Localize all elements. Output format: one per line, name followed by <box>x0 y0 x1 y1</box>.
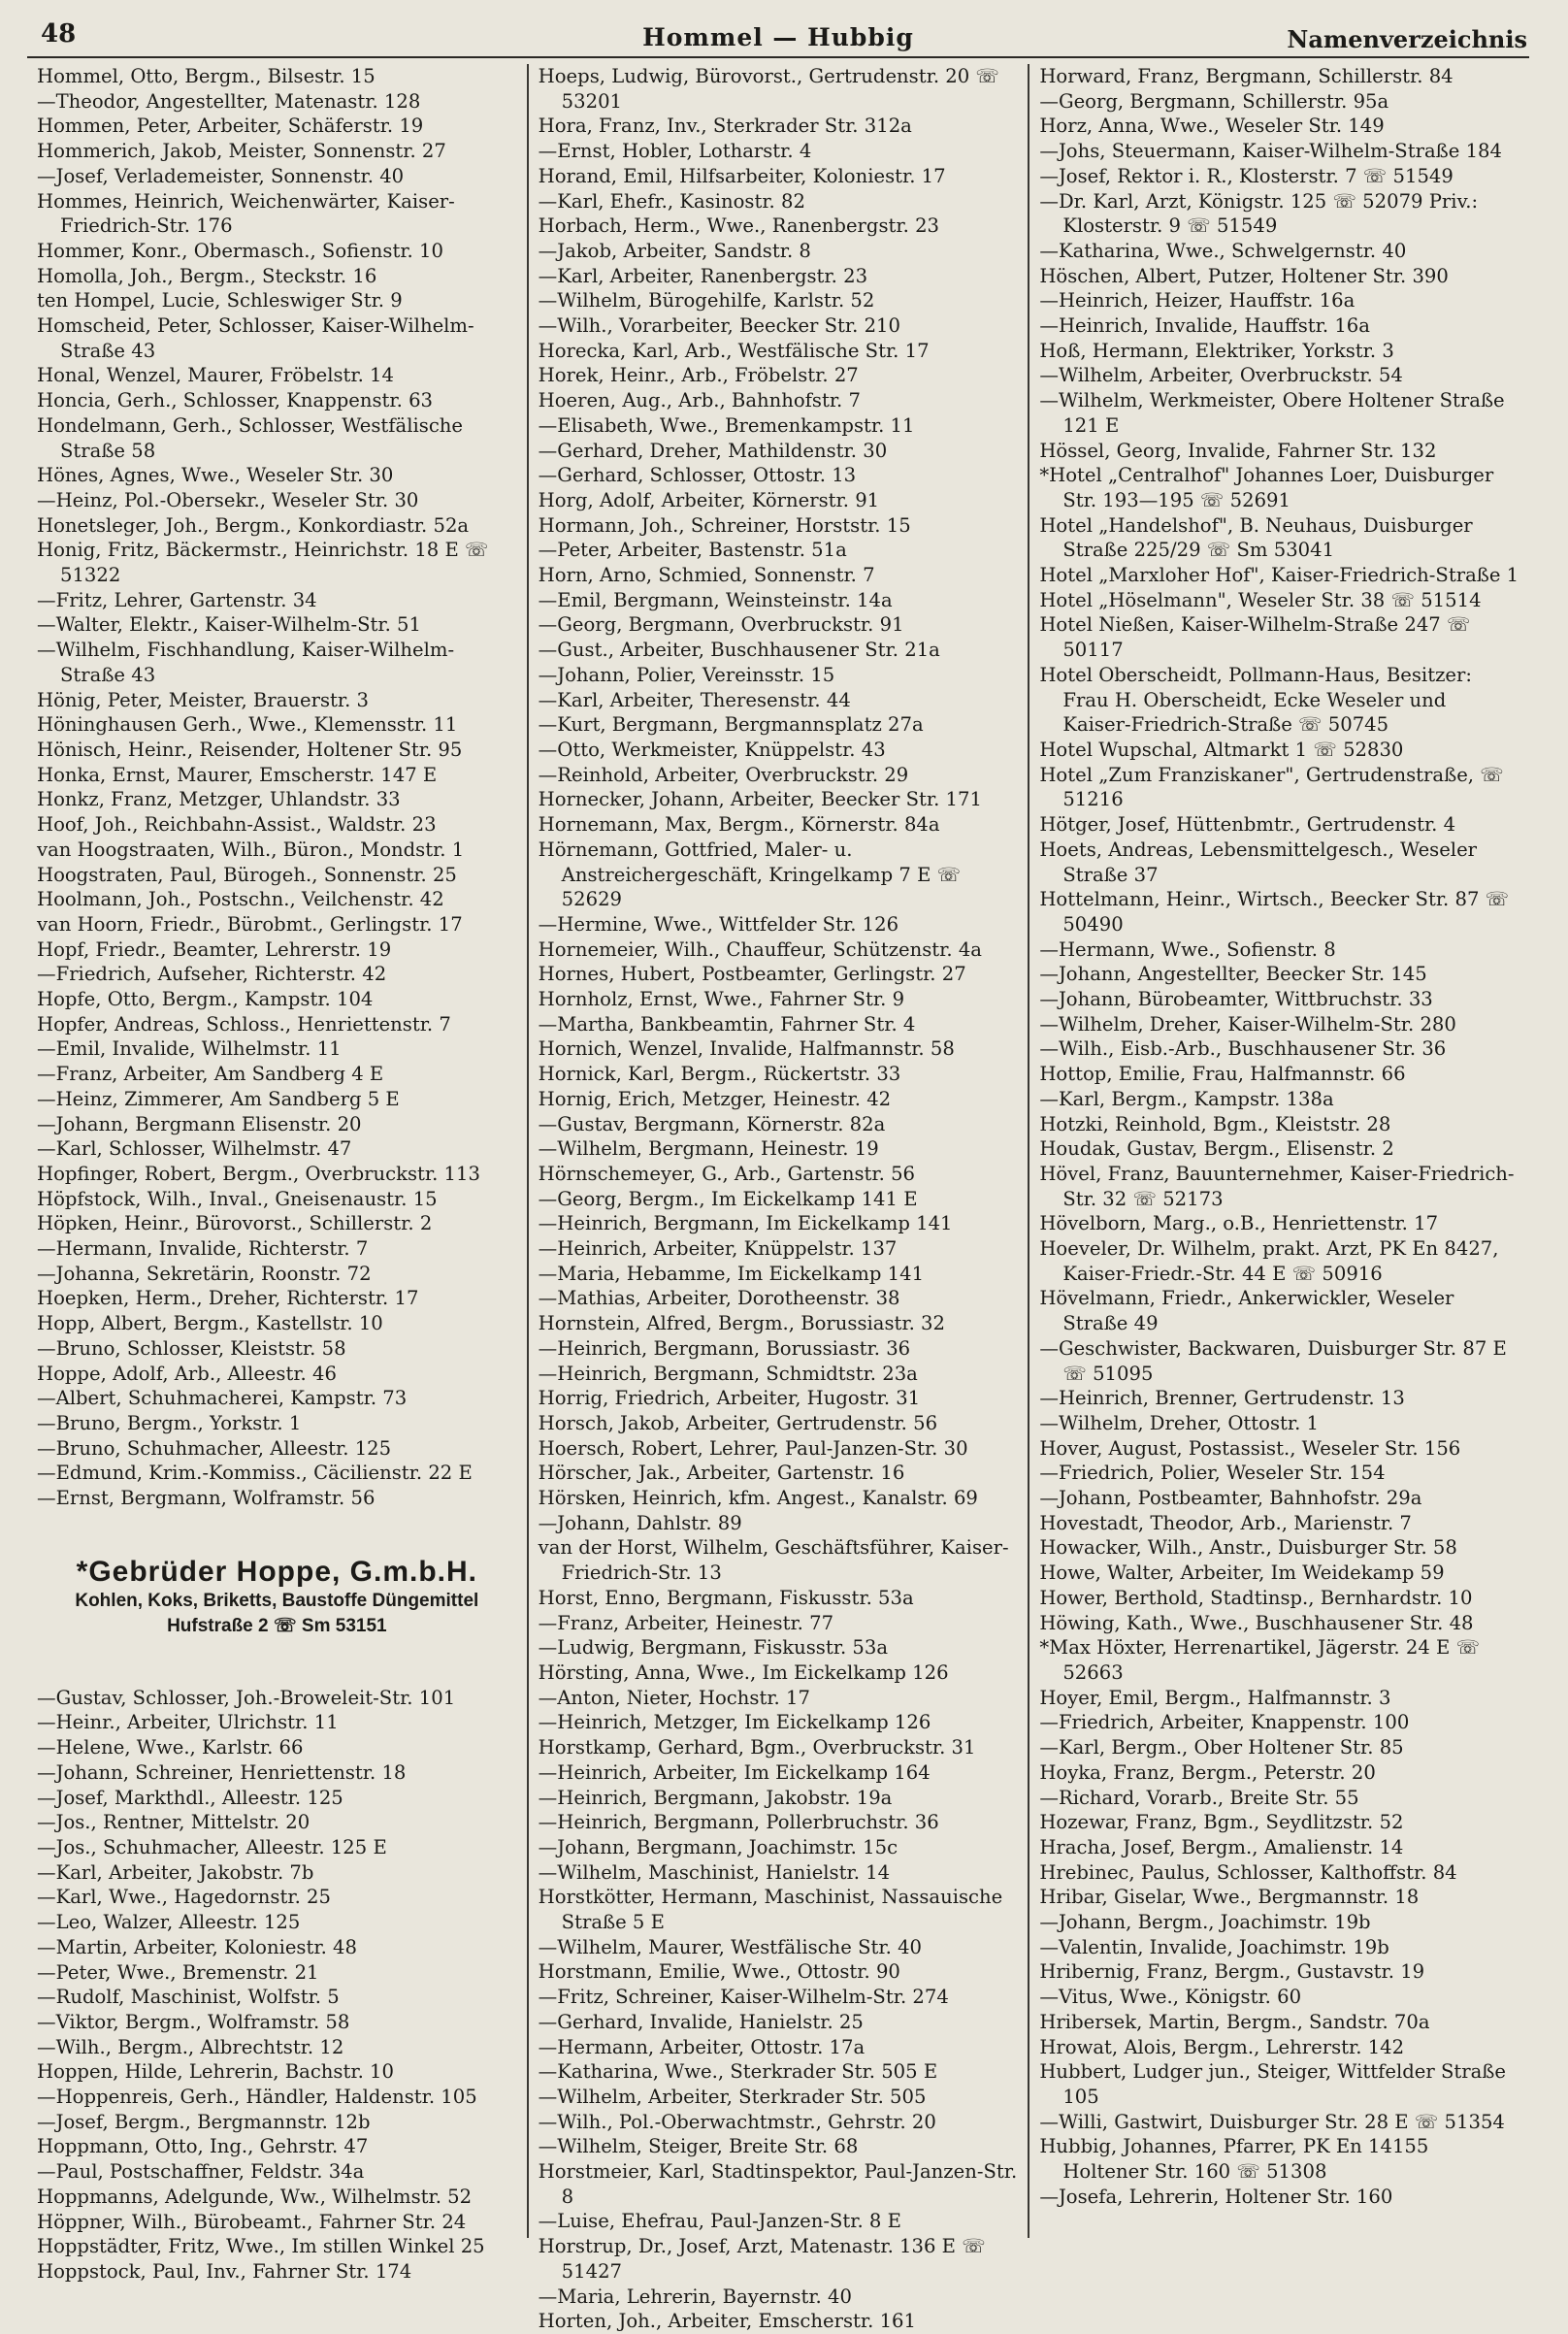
directory-entry: Hotel Oberscheidt, Pollmann-Haus, Besitzer: Frau H. Oberscheidt, Ecke Weseler und Kaiser-Friedrich-Straße ☏ 50745 <box>1039 663 1472 737</box>
directory-entry: —Gust., Arbeiter, Buschhausener Str. 21a <box>538 639 940 662</box>
directory-entry: Hoeren, Aug., Arb., Bahnhofstr. 7 <box>538 389 861 412</box>
directory-entry: Hornemann, Max, Bergm., Körnerstr. 84a <box>538 813 940 837</box>
directory-entry: —Ernst, Hobler, Lotharstr. 4 <box>538 140 812 163</box>
directory-entry: —Josef, Bergm., Bergmannstr. 12b <box>37 2110 371 2133</box>
directory-entry: —Wilh., Bergm., Albrechtstr. 12 <box>37 2035 344 2058</box>
directory-entry: Hrowat, Alois, Bergm., Lehrerstr. 142 <box>1039 2035 1405 2058</box>
directory-columns <box>27 64 1529 2333</box>
directory-entry: Hönes, Agnes, Wwe., Weseler Str. 30 <box>37 464 394 487</box>
directory-entry: —Viktor, Bergm., Wolframstr. 58 <box>37 2010 350 2033</box>
directory-entry: Hoolmann, Joh., Postschn., Veilchenstr. 42 <box>37 888 444 911</box>
directory-entry: Horstkamp, Gerhard, Bgm., Overbruckstr. 31 <box>538 1736 976 1759</box>
directory-entry: —Katharina, Wwe., Sterkrader Str. 505 E <box>538 2060 938 2084</box>
entry-list-middle <box>539 64 1019 2334</box>
directory-entry: Hornecker, Johann, Arbeiter, Beecker Str. 171 <box>538 788 982 811</box>
directory-entry: —Heinz, Zimmerer, Am Sandberg 5 E <box>37 1087 400 1110</box>
directory-entry: Hottop, Emilie, Frau, Halfmannstr. 66 <box>1039 1063 1406 1086</box>
directory-entry: —Jos., Rentner, Mittelstr. 20 <box>37 1811 310 1834</box>
directory-entry: —Willi, Gastwirt, Duisburger Str. 28 E ☏ 51354 <box>1039 2110 1505 2133</box>
directory-entry: —Ludwig, Bergmann, Fiskusstr. 53a <box>538 1636 889 1660</box>
directory-entry: Hövelmann, Friedr., Ankerwickler, Weseler Straße 49 <box>1039 1287 1454 1335</box>
directory-entry: —Heinrich, Bergmann, Im Eickelkamp 141 <box>538 1212 953 1235</box>
directory-entry: Hotel „Handelshof", B. Neuhaus, Duisburger Straße 225/29 ☏ Sm 53041 <box>1039 513 1473 562</box>
directory-entry: Horten, Joh., Arbeiter, Emscherstr. 161 <box>538 2310 916 2333</box>
directory-entry: —Anton, Nieter, Hochstr. 17 <box>538 1686 810 1709</box>
advertisement-gebrueder-hoppe <box>43 1556 511 1639</box>
page-number: 48 <box>41 19 77 49</box>
column-middle <box>527 64 1029 2333</box>
directory-entry: Hommerich, Jakob, Meister, Sonnenstr. 27 <box>37 140 446 163</box>
directory-entry: Höpken, Heinr., Bürovorst., Schillerstr. 2 <box>37 1212 433 1235</box>
section-label: Namenverzeichnis <box>1287 25 1527 53</box>
directory-entry: —Hermann, Wwe., Sofienstr. 8 <box>1039 937 1336 961</box>
directory-entry: —Heinrich, Bergmann, Borussiastr. 36 <box>538 1336 911 1360</box>
directory-entry: Hössel, Georg, Invalide, Fahrner Str. 132 <box>1039 439 1437 462</box>
directory-entry: Hoogstraten, Paul, Bürogeh., Sonnenstr. 25 <box>37 863 457 886</box>
directory-entry: —Josefa, Lehrerin, Holtener Str. 160 <box>1039 2185 1393 2208</box>
directory-entry: Hondelmann, Gerh., Schlosser, Westfälische Straße 58 <box>37 413 464 462</box>
directory-entry: —Friedrich, Arbeiter, Knappenstr. 100 <box>1039 1711 1410 1734</box>
directory-entry: —Friedrich, Polier, Weseler Str. 154 <box>1039 1462 1386 1485</box>
directory-entry: —Fritz, Lehrer, Gartenstr. 34 <box>37 588 317 611</box>
directory-entry: —Heinrich, Bergmann, Jakobstr. 19a <box>538 1786 893 1809</box>
directory-entry: Hribersek, Martin, Bergm., Sandstr. 70a <box>1039 2010 1430 2033</box>
directory-entry: —Wilhelm, Fischhandlung, Kaiser-Wilhelm-Straße 43 <box>37 639 455 686</box>
directory-entry: *Max Höxter, Herrenartikel, Jägerstr. 24 E ☏ 52663 <box>1039 1636 1481 1684</box>
directory-entry: —Rudolf, Maschinist, Wolfstr. 5 <box>37 1986 340 2009</box>
ad-address-line: Hufstraße 2 ☏ Sm 53151 <box>167 1615 387 1636</box>
directory-entry: —Heinrich, Arbeiter, Im Eickelkamp 164 <box>538 1760 931 1784</box>
directory-entry: —Otto, Werkmeister, Knüppelstr. 43 <box>538 738 886 761</box>
directory-entry: —Wilh., Pol.-Oberwachtmstr., Gehrstr. 20 <box>538 2110 936 2133</box>
directory-entry: —Peter, Wwe., Bremenstr. 21 <box>37 1960 319 1984</box>
directory-entry: Hotel Wupschal, Altmarkt 1 ☏ 52830 <box>1039 738 1404 761</box>
directory-entry: Hover, August, Postassist., Weseler Str. 156 <box>1039 1436 1461 1460</box>
directory-entry: Horn, Arno, Schmied, Sonnenstr. 7 <box>538 564 875 587</box>
directory-entry: —Reinhold, Arbeiter, Overbruckstr. 29 <box>538 763 909 786</box>
directory-entry: Hovestadt, Theodor, Arb., Marienstr. 7 <box>1039 1511 1412 1534</box>
directory-entry: —Heinr., Arbeiter, Ulrichstr. 11 <box>37 1711 339 1734</box>
directory-entry: Hörnschemeyer, G., Arb., Gartenstr. 56 <box>538 1162 915 1185</box>
directory-entry: —Kurt, Bergmann, Bergmannsplatz 27a <box>538 713 924 737</box>
directory-entry: Hoepken, Herm., Dreher, Richterstr. 17 <box>37 1287 419 1310</box>
directory-entry: Hopfe, Otto, Bergm., Kampstr. 104 <box>37 988 374 1011</box>
directory-entry: —Heinrich, Bergmann, Pollerbruchstr. 36 <box>538 1811 939 1834</box>
directory-entry: Hoppmanns, Adelgunde, Ww., Wilhelmstr. 52 <box>37 2185 473 2208</box>
directory-entry: Höwing, Kath., Wwe., Buschhausener Str. 48 <box>1039 1611 1474 1634</box>
directory-entry: Hopp, Albert, Bergm., Kastellstr. 10 <box>37 1312 383 1335</box>
directory-entry: Hora, Franz, Inv., Sterkrader Str. 312a <box>538 115 912 138</box>
directory-entry: —Heinrich, Heizer, Hauffstr. 16a <box>1039 289 1356 312</box>
directory-entry: —Katharina, Wwe., Schwelgernstr. 40 <box>1039 239 1407 262</box>
directory-entry: —Karl, Wwe., Hagedornstr. 25 <box>37 1886 331 1909</box>
directory-entry: Hribernig, Franz, Bergm., Gustavstr. 19 <box>1039 1960 1425 1984</box>
directory-entry: Hötger, Josef, Hüttenbmtr., Gertrudenstr. 4 <box>1039 813 1456 837</box>
directory-entry: —Mathias, Arbeiter, Dorotheenstr. 38 <box>538 1287 900 1310</box>
directory-entry: Horstmeier, Karl, Stadtinspektor, Paul-Janzen-Str. 8 <box>538 2160 1018 2208</box>
directory-entry: —Wilh., Vorarbeiter, Beecker Str. 210 <box>538 314 900 338</box>
directory-entry: —Johann, Dahlstr. 89 <box>538 1511 742 1534</box>
directory-entry: —Theodor, Angestellter, Matenastr. 128 <box>37 89 421 113</box>
directory-entry: —Wilhelm, Dreher, Ottostr. 1 <box>1039 1411 1320 1434</box>
directory-entry: van der Horst, Wilhelm, Geschäftsführer, Kaiser-Friedrich-Str. 13 <box>538 1536 1009 1585</box>
directory-entry: Howacker, Wilh., Anstr., Duisburger Str. 58 <box>1039 1536 1457 1560</box>
directory-entry: Hönig, Peter, Meister, Brauerstr. 3 <box>37 688 370 711</box>
directory-entry: —Richard, Vorarb., Breite Str. 55 <box>1039 1786 1359 1809</box>
directory-entry: Hövelborn, Marg., o.B., Henriettenstr. 17 <box>1039 1212 1439 1235</box>
directory-entry: —Karl, Schlosser, Wilhelmstr. 47 <box>37 1137 352 1161</box>
directory-entry: Hoyka, Franz, Bergm., Peterstr. 20 <box>1039 1760 1376 1784</box>
directory-entry: —Jos., Schuhmacher, Alleestr. 125 E <box>37 1836 387 1858</box>
directory-entry: —Johann, Postbeamter, Bahnhofstr. 29a <box>1039 1487 1422 1510</box>
directory-entry: —Geschwister, Backwaren, Duisburger Str. 87 E ☏ 51095 <box>1039 1336 1507 1385</box>
directory-entry: —Wilhelm, Dreher, Kaiser-Wilhelm-Str. 280 <box>1039 1012 1456 1036</box>
directory-entry: —Edmund, Krim.-Kommiss., Cäcilienstr. 22 E <box>37 1462 473 1485</box>
entry-list-left-continued <box>37 1686 517 2285</box>
directory-entry: Hörnemann, Gottfried, Maler- u. Anstreichergeschäft, Kringelkamp 7 E ☏ 52629 <box>538 838 962 911</box>
directory-entry: —Johann, Bergmann, Joachimstr. 15c <box>538 1835 898 1858</box>
directory-entry: —Wilhelm, Bergmann, Heinestr. 19 <box>538 1137 879 1161</box>
directory-entry: —Hermine, Wwe., Wittfelder Str. 126 <box>538 912 899 936</box>
directory-entry: Honetsleger, Joh., Bergm., Konkordiastr. 52a <box>37 513 470 537</box>
directory-entry: Hornemeier, Wilh., Chauffeur, Schützenstr. 4a <box>538 937 982 961</box>
page-header <box>27 17 1529 58</box>
directory-entry: Hornig, Erich, Metzger, Heinestr. 42 <box>538 1087 892 1110</box>
directory-entry: —Karl, Arbeiter, Jakobstr. 7b <box>37 1860 314 1884</box>
directory-entry: Horstkötter, Hermann, Maschinist, Nassauische Straße 5 E <box>538 1886 1003 1934</box>
directory-entry: —Martin, Arbeiter, Koloniestr. 48 <box>37 1935 357 1958</box>
directory-entry: Hornholz, Ernst, Wwe., Fahrner Str. 9 <box>538 988 905 1011</box>
directory-entry: van Hoogstraaten, Wilh., Büron., Mondstr. 1 <box>37 838 465 861</box>
directory-entry: Hornstein, Alfred, Bergm., Borussiastr. 32 <box>538 1312 945 1335</box>
directory-entry: —Albert, Schuhmacherei, Kampstr. 73 <box>37 1387 408 1410</box>
directory-entry: —Walter, Elektr., Kaiser-Wilhelm-Str. 51 <box>37 613 421 637</box>
directory-entry: Höpfstock, Wilh., Inval., Gneisenaustr. 15 <box>37 1187 438 1210</box>
directory-entry: Hotel „Höselmann", Weseler Str. 38 ☏ 51514 <box>1039 588 1482 611</box>
directory-entry: Höppner, Wilh., Bürobeamt., Fahrner Str. 24 <box>37 2210 467 2233</box>
directory-entry: Hotel Nießen, Kaiser-Wilhelm-Straße 247 ☏ 50117 <box>1039 613 1471 662</box>
directory-entry: —Gustav, Schlosser, Joh.-Broweleit-Str. 101 <box>37 1686 456 1709</box>
directory-entry: Hommer, Konr., Obermasch., Sofienstr. 10 <box>37 239 443 262</box>
directory-entry: —Georg, Bergmann, Overbruckstr. 91 <box>538 613 904 637</box>
directory-entry: Hoeps, Ludwig, Bürovorst., Gertrudenstr. 20 ☏ 53201 <box>538 65 999 113</box>
directory-entry: Hoppen, Hilde, Lehrerin, Bachstr. 10 <box>37 2060 394 2084</box>
directory-entry: —Heinrich, Metzger, Im Eickelkamp 126 <box>538 1711 931 1734</box>
directory-entry: —Wilhelm, Steiger, Breite Str. 68 <box>538 2135 859 2158</box>
directory-entry: Hörsting, Anna, Wwe., Im Eickelkamp 126 <box>538 1661 949 1684</box>
directory-entry: Hracha, Josef, Bergm., Amalienstr. 14 <box>1039 1835 1404 1858</box>
directory-entry: Horbach, Herm., Wwe., Ranenbergstr. 23 <box>538 214 939 238</box>
directory-entry: —Karl, Bergm., Ober Holtener Str. 85 <box>1039 1736 1404 1759</box>
directory-entry: —Johs, Steuermann, Kaiser-Wilhelm-Straße 184 <box>1039 140 1502 163</box>
directory-entry: —Emil, Invalide, Wilhelmstr. 11 <box>37 1037 342 1061</box>
directory-entry: —Leo, Walzer, Alleestr. 125 <box>37 1911 301 1934</box>
directory-entry: Horrig, Friedrich, Arbeiter, Hugostr. 31 <box>538 1387 921 1410</box>
directory-entry: Hrebinec, Paulus, Schlosser, Kalthoffstr. 84 <box>1039 1860 1457 1884</box>
directory-entry: Hoß, Hermann, Elektriker, Yorkstr. 3 <box>1039 339 1394 362</box>
directory-entry: —Bruno, Schuhmacher, Alleestr. 125 <box>37 1436 392 1460</box>
directory-entry: Hotel „Zum Franziskaner", Gertrudenstraße, ☏ 51216 <box>1039 763 1504 811</box>
directory-entry: Hoersch, Robert, Lehrer, Paul-Janzen-Str. 30 <box>538 1436 968 1460</box>
directory-entry: —Hermann, Invalide, Richterstr. 7 <box>37 1237 369 1261</box>
directory-entry: Hövel, Franz, Bauunternehmer, Kaiser-Friedrich-Str. 32 ☏ 52173 <box>1039 1162 1515 1210</box>
directory-entry: —Gustav, Bergmann, Körnerstr. 82a <box>538 1112 886 1135</box>
directory-entry: —Emil, Bergmann, Weinsteinstr. 14a <box>538 588 893 611</box>
directory-entry: Hopfinger, Robert, Bergm., Overbruckstr. 113 <box>37 1162 480 1185</box>
directory-entry: Hoets, Andreas, Lebensmittelgesch., Weseler Straße 37 <box>1039 838 1478 886</box>
directory-entry: —Heinrich, Invalide, Hauffstr. 16a <box>1039 314 1370 338</box>
ad-products-line: Kohlen, Koks, Briketts, Baustoffe Düngemittel <box>75 1590 479 1611</box>
directory-entry: Horand, Emil, Hilfsarbeiter, Koloniestr. 17 <box>538 164 946 187</box>
directory-entry: —Georg, Bergm., Im Eickelkamp 141 E <box>538 1187 918 1210</box>
directory-entry: Höninghausen Gerh., Wwe., Klemensstr. 11 <box>37 713 458 737</box>
directory-entry: —Luise, Ehefrau, Paul-Janzen-Str. 8 E <box>538 2210 901 2233</box>
directory-entry: Horg, Adolf, Arbeiter, Körnerstr. 91 <box>538 488 880 511</box>
directory-entry: —Karl, Ehefr., Kasinostr. 82 <box>538 189 805 213</box>
directory-entry: —Georg, Bergmann, Schillerstr. 95a <box>1039 89 1389 113</box>
directory-entry: Hozewar, Franz, Bgm., Seydlitzstr. 52 <box>1039 1811 1404 1834</box>
directory-entry: —Johann, Bürobeamter, Wittbruchstr. 33 <box>1039 988 1433 1011</box>
directory-entry: —Karl, Bergm., Kampstr. 138a <box>1039 1087 1334 1110</box>
directory-entry: —Gerhard, Dreher, Mathildenstr. 30 <box>538 439 888 462</box>
directory-entry: —Valentin, Invalide, Joachimstr. 19b <box>1039 1935 1389 1958</box>
directory-entry: Hornich, Wenzel, Invalide, Halfmannstr. 58 <box>538 1037 955 1061</box>
directory-entry: Homolla, Joh., Bergm., Steckstr. 16 <box>37 264 377 287</box>
directory-entry: Hubbig, Johannes, Pfarrer, PK En 14155 Holtener Str. 160 ☏ 51308 <box>1039 2135 1429 2184</box>
directory-entry: Hornick, Karl, Bergm., Rückertstr. 33 <box>538 1063 901 1086</box>
directory-entry: —Wilhelm, Maschinist, Hanielstr. 14 <box>538 1860 891 1884</box>
directory-entry: —Vitus, Wwe., Königstr. 60 <box>1039 1986 1302 2009</box>
directory-entry: Hopfer, Andreas, Schloss., Henriettenstr. 7 <box>37 1012 451 1036</box>
directory-entry: —Dr. Karl, Arzt, Königstr. 125 ☏ 52079 Priv.: Klosterstr. 9 ☏ 51549 <box>1039 189 1479 238</box>
directory-entry: Honal, Wenzel, Maurer, Fröbelstr. 14 <box>37 364 394 387</box>
directory-entry: Hoppstädter, Fritz, Wwe., Im stillen Winkel 25 <box>37 2235 485 2258</box>
running-head: Hommel — Hubbig <box>642 23 914 51</box>
directory-entry: Hormann, Joh., Schreiner, Horststr. 15 <box>538 513 911 537</box>
directory-entry: Horecka, Karl, Arb., Westfälische Str. 17 <box>538 339 930 362</box>
directory-entry: Hörsken, Heinrich, kfm. Angest., Kanalstr. 69 <box>538 1487 978 1510</box>
directory-entry: —Maria, Lehrerin, Bayernstr. 40 <box>538 2285 852 2308</box>
directory-entry: —Gerhard, Schlosser, Ottostr. 13 <box>538 464 857 487</box>
directory-entry: Hribar, Giselar, Wwe., Bergmannstr. 18 <box>1039 1886 1420 1909</box>
directory-entry: —Johann, Bergm., Joachimstr. 19b <box>1039 1911 1371 1934</box>
directory-entry: —Jakob, Arbeiter, Sandstr. 8 <box>538 239 811 262</box>
directory-entry: —Johann, Polier, Vereinsstr. 15 <box>538 663 835 686</box>
directory-entry: Honig, Fritz, Bäckermstr., Heinrichstr. 18 E ☏ 51322 <box>37 539 489 587</box>
directory-entry: —Friedrich, Aufseher, Richterstr. 42 <box>37 963 387 986</box>
directory-entry: ten Hompel, Lucie, Schleswiger Str. 9 <box>37 289 403 312</box>
directory-entry: —Ernst, Bergmann, Wolframstr. 56 <box>37 1487 376 1510</box>
directory-entry: —Franz, Arbeiter, Am Sandberg 4 E <box>37 1063 384 1086</box>
directory-entry: Honkz, Franz, Metzger, Uhlandstr. 33 <box>37 788 401 811</box>
directory-entry: Hörscher, Jak., Arbeiter, Gartenstr. 16 <box>538 1462 905 1485</box>
directory-entry: —Wilhelm, Arbeiter, Sterkrader Str. 505 <box>538 2085 927 2108</box>
column-left <box>27 64 527 2283</box>
directory-entry: Höschen, Albert, Putzer, Holtener Str. 390 <box>1039 264 1449 287</box>
directory-entry: van Hoorn, Friedr., Bürobmt., Gerlingstr. 17 <box>37 912 463 936</box>
directory-entry: Hornes, Hubert, Postbeamter, Gerlingstr. 27 <box>538 963 966 986</box>
directory-entry: Hoppstock, Paul, Inv., Fahrner Str. 174 <box>37 2259 412 2283</box>
directory-entry: Hoppmann, Otto, Ing., Gehrstr. 47 <box>37 2135 369 2158</box>
directory-entry: —Johann, Angestellter, Beecker Str. 145 <box>1039 963 1427 986</box>
directory-entry: Hoof, Joh., Reichbahn-Assist., Waldstr. 23 <box>37 813 437 837</box>
directory-entry: Hommen, Peter, Arbeiter, Schäferstr. 19 <box>37 115 424 138</box>
entry-list-left <box>37 64 517 1511</box>
directory-entry: Hoeveler, Dr. Wilhelm, prakt. Arzt, PK En 8427, Kaiser-Friedr.-Str. 44 E ☏ 50916 <box>1039 1237 1499 1285</box>
directory-entry: —Josef, Markthdl., Alleestr. 125 <box>37 1786 343 1809</box>
directory-entry: —Johanna, Sekretärin, Roonstr. 72 <box>37 1262 372 1285</box>
directory-entry: —Paul, Postschaffner, Feldstr. 34a <box>37 2160 365 2184</box>
entry-list-right <box>1039 64 1519 2209</box>
directory-entry: —Peter, Arbeiter, Bastenstr. 51a <box>538 539 847 562</box>
directory-entry: —Wilhelm, Werkmeister, Obere Holtener Straße 121 E <box>1039 389 1505 437</box>
directory-entry: Hopf, Friedr., Beamter, Lehrerstr. 19 <box>37 937 392 961</box>
directory-entry: Horz, Anna, Wwe., Weseler Str. 149 <box>1039 115 1385 138</box>
directory-entry: —Heinrich, Arbeiter, Knüppelstr. 137 <box>538 1237 898 1261</box>
column-right <box>1028 64 1529 2238</box>
directory-entry: —Johann, Bergmann Elisenstr. 20 <box>37 1112 362 1135</box>
directory-entry: Hoppe, Adolf, Arb., Alleestr. 46 <box>37 1362 337 1385</box>
directory-entry: —Elisabeth, Wwe., Bremenkampstr. 11 <box>538 413 915 437</box>
directory-entry: —Wilh., Eisb.-Arb., Buschhausener Str. 36 <box>1039 1037 1447 1061</box>
directory-entry: Hotel „Marxloher Hof", Kaiser-Friedrich-Straße 1 <box>1039 564 1519 587</box>
directory-entry: *Hotel „Centralhof" Johannes Loer, Duisburger Str. 193—195 ☏ 52691 <box>1039 464 1494 511</box>
directory-entry: Hower, Berthold, Stadtinsp., Bernhardstr. 10 <box>1039 1586 1473 1609</box>
directory-entry: Horward, Franz, Bergmann, Schillerstr. 84 <box>1039 65 1454 87</box>
directory-entry: —Josef, Verlademeister, Sonnenstr. 40 <box>37 164 405 187</box>
directory-entry: Hommel, Otto, Bergm., Bilsestr. 15 <box>37 65 376 87</box>
directory-entry: Horsch, Jakob, Arbeiter, Gertrudenstr. 56 <box>538 1411 938 1434</box>
directory-entry: Horek, Heinr., Arb., Fröbelstr. 27 <box>538 364 859 387</box>
directory-entry: —Hoppenreis, Gerh., Händler, Haldenstr. 105 <box>37 2086 477 2109</box>
directory-entry: Hotzki, Reinhold, Bgm., Kleiststr. 28 <box>1039 1112 1391 1135</box>
directory-entry: —Maria, Hebamme, Im Eickelkamp 141 <box>538 1262 925 1285</box>
directory-entry: Howe, Walter, Arbeiter, Im Weidekamp 59 <box>1039 1561 1445 1585</box>
directory-entry: —Bruno, Schlosser, Kleiststr. 58 <box>37 1336 346 1360</box>
directory-entry: Honcia, Gerh., Schlosser, Knappenstr. 63 <box>37 389 434 412</box>
directory-entry: Hoyer, Emil, Bergm., Halfmannstr. 3 <box>1039 1686 1391 1709</box>
directory-entry: Hubbert, Ludger jun., Steiger, Wittfelder Straße 105 <box>1039 2060 1506 2108</box>
directory-entry: Horstrup, Dr., Josef, Arzt, Matenastr. 136 E ☏ 51427 <box>538 2235 986 2283</box>
directory-entry: —Hermann, Arbeiter, Ottostr. 17a <box>538 2035 866 2058</box>
directory-entry: —Heinrich, Brenner, Gertrudenstr. 13 <box>1039 1387 1405 1410</box>
directory-entry: —Bruno, Bergm., Yorkstr. 1 <box>37 1411 302 1434</box>
directory-entry: —Helene, Wwe., Karlstr. 66 <box>37 1736 304 1759</box>
directory-entry: Horstmann, Emilie, Wwe., Ottostr. 90 <box>538 1960 900 1984</box>
directory-entry: —Martha, Bankbeamtin, Fahrner Str. 4 <box>538 1012 916 1036</box>
directory-entry: —Josef, Rektor i. R., Klosterstr. 7 ☏ 51549 <box>1039 164 1454 187</box>
directory-entry: —Heinrich, Bergmann, Schmidtstr. 23a <box>538 1362 918 1385</box>
directory-entry: —Wilhelm, Arbeiter, Overbruckstr. 54 <box>1039 364 1403 387</box>
directory-entry: —Franz, Arbeiter, Heinestr. 77 <box>538 1611 834 1634</box>
directory-entry: —Fritz, Schreiner, Kaiser-Wilhelm-Str. 274 <box>538 1986 949 2009</box>
directory-entry: —Karl, Arbeiter, Theresenstr. 44 <box>538 688 851 711</box>
directory-entry: —Karl, Arbeiter, Ranenbergstr. 23 <box>538 264 868 287</box>
directory-entry: —Heinz, Pol.-Obersekr., Weseler Str. 30 <box>37 488 419 511</box>
directory-entry: —Wilhelm, Maurer, Westfälische Str. 40 <box>538 1935 923 1958</box>
directory-entry: —Wilhelm, Bürogehilfe, Karlstr. 52 <box>538 289 875 312</box>
directory-entry: Houdak, Gustav, Bergm., Elisenstr. 2 <box>1039 1137 1394 1161</box>
directory-entry: Hönisch, Heinr., Reisender, Holtener Str. 95 <box>37 738 463 761</box>
directory-entry: Hommes, Heinrich, Weichenwärter, Kaiser-Friedrich-Str. 176 <box>37 189 455 238</box>
directory-entry: Horst, Enno, Bergmann, Fiskusstr. 53a <box>538 1586 914 1609</box>
directory-entry: Honka, Ernst, Maurer, Emscherstr. 147 E <box>37 763 438 786</box>
directory-entry: —Johann, Schreiner, Henriettenstr. 18 <box>37 1760 407 1784</box>
directory-entry: Homscheid, Peter, Schlosser, Kaiser-Wilhelm-Straße 43 <box>37 314 474 362</box>
ad-company-name: *Gebrüder Hoppe, G.m.b.H. <box>76 1555 478 1588</box>
directory-entry: Hottelmann, Heinr., Wirtsch., Beecker Str. 87 ☏ 50490 <box>1039 888 1510 936</box>
directory-entry: —Gerhard, Invalide, Hanielstr. 25 <box>538 2010 864 2033</box>
